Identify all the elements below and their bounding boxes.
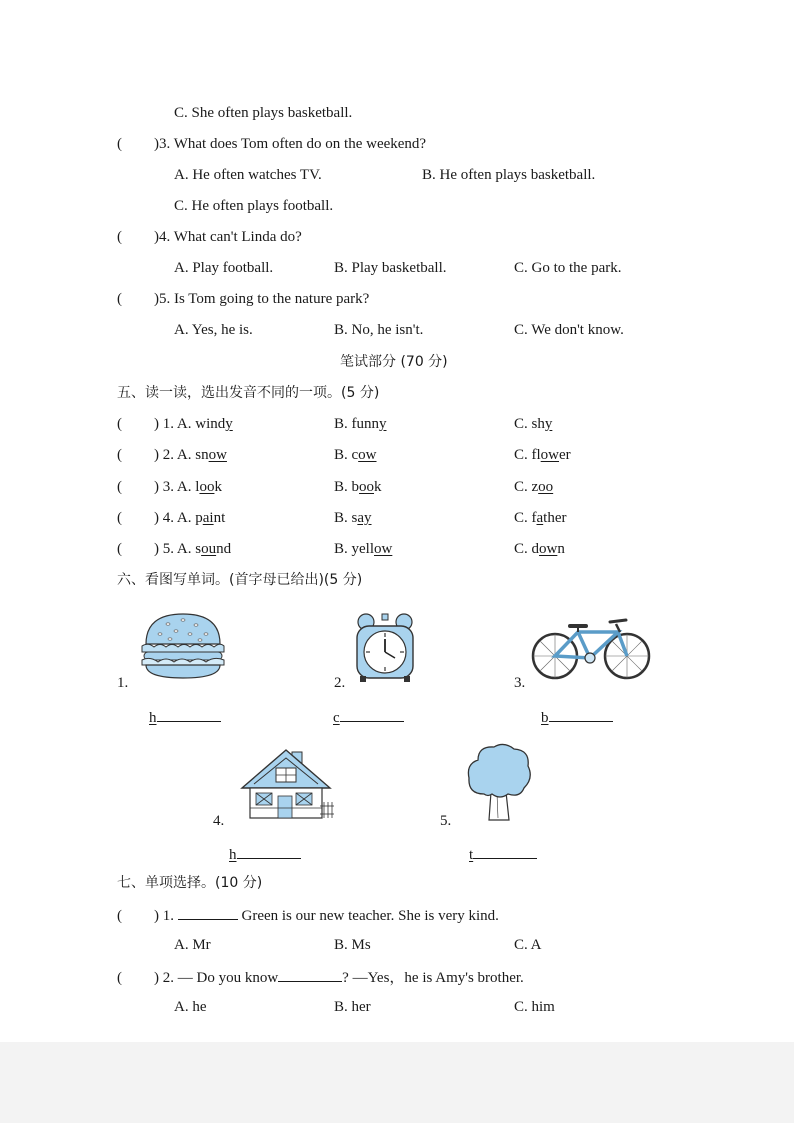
section5-title: 五、读一读，选出发音不同的一项。(5 分) [117, 385, 380, 401]
word-part: p [195, 510, 203, 526]
q5-stem: 5. Is Tom going to the nature park? [159, 291, 370, 307]
word-part: k [214, 479, 222, 495]
section5-item-3-option-a [117, 478, 222, 496]
item-number: 2. A. [162, 447, 196, 463]
q5-option-c: C. We don't know. [514, 322, 624, 338]
section6-num-3: 3. [514, 675, 526, 691]
section7-q2-stem: ? —Yes，he is Amy's brother. [342, 970, 524, 986]
q3-option-b: B. He often plays basketball. [422, 167, 596, 183]
section7-q1-option-c: C. A [514, 937, 542, 953]
section6-answer-4[interactable] [229, 844, 301, 864]
answer-paren-open: ( [117, 541, 122, 557]
word-part: C. sh [514, 416, 545, 432]
item-number: 3. A. [162, 479, 196, 495]
word-part: n [557, 541, 565, 557]
word-part: C. f [514, 510, 537, 526]
item-number: 1. A. [162, 416, 196, 432]
answer-paren-close: ) [154, 541, 159, 557]
answer-paren-open: ( [117, 970, 122, 986]
first-letter: b [541, 710, 549, 726]
underlined-letters: ow [539, 541, 558, 557]
tree-picture [464, 742, 534, 824]
underlined-letters: ow [540, 447, 560, 463]
word-part: B. funn [334, 416, 379, 432]
q5-option-b: B. No, he isn't. [334, 322, 424, 338]
answer-paren-close: ) [154, 447, 159, 463]
answer-paren-close: ) [154, 479, 159, 495]
word-part: s [195, 541, 202, 557]
word-part: nd [216, 541, 232, 557]
section7-q2-row [117, 967, 524, 987]
section6-answer-2[interactable] [333, 707, 404, 727]
q4-option-a: A. Play football. [174, 260, 274, 276]
answer-paren-close: ) [154, 229, 159, 245]
section7-q1-num: ) 1. [154, 908, 174, 924]
underlined-letters: oo [538, 479, 554, 495]
section5-item-4-option-a [117, 509, 225, 527]
answer-blank[interactable] [278, 967, 342, 982]
q5-row [117, 290, 369, 308]
word-part: k [374, 479, 382, 495]
section7-q1-option-a: A. Mr [174, 937, 211, 953]
section6-num-1: 1. [117, 675, 129, 691]
word-part: C. d [514, 541, 540, 557]
section7-q2-option-a: A. he [174, 999, 207, 1015]
answer-paren-close: ) [154, 291, 159, 307]
section7-q2-num: ) 2. — Do you know [154, 970, 279, 986]
q3-option-a: A. He often watches TV. [174, 167, 322, 183]
section5-item-3-option-b [334, 478, 382, 496]
q4-row [117, 228, 302, 246]
answer-paren-open: ( [117, 908, 122, 924]
answer-paren-open: ( [117, 229, 122, 245]
word-part: B. s [334, 510, 358, 526]
answer-paren-open: ( [117, 291, 122, 307]
word-part: sn [195, 447, 209, 463]
q2-option-c: C. She often plays basketball. [174, 105, 353, 121]
answer-blank[interactable] [178, 905, 238, 920]
answer-blank[interactable] [340, 707, 404, 722]
section5-item-1-option-b [334, 415, 387, 433]
word-part: nt [213, 510, 226, 526]
answer-paren-open: ( [117, 479, 122, 495]
section6-answer-3[interactable] [541, 707, 613, 727]
answer-blank[interactable] [549, 707, 613, 722]
underlined-letters: oo [199, 479, 215, 495]
section7-title: 七、单项选择。(10 分) [117, 875, 263, 891]
section5-item-3-option-c [514, 478, 553, 496]
q4-option-c: C. Go to the park. [514, 260, 622, 276]
section5-item-1-option-a [117, 415, 233, 433]
section7-q1-option-b: B. Ms [334, 937, 371, 953]
section7-q1-row [117, 905, 499, 925]
section6-num-5: 5. [440, 813, 452, 829]
word-part: wind [195, 416, 226, 432]
underlined-letters: y [544, 416, 553, 432]
q3-option-c: C. He often plays football. [174, 198, 334, 214]
word-part: B. yell [334, 541, 374, 557]
q4-option-b: B. Play basketball. [334, 260, 447, 276]
section6-num-2: 2. [334, 675, 346, 691]
underlined-letters: ow [374, 541, 393, 557]
first-letter: h [229, 847, 237, 863]
underlined-letters: y [225, 416, 233, 432]
section6-title: 六、看图写单词。(首字母已给出)(5 分) [117, 572, 363, 588]
section5-item-1-option-c [514, 415, 552, 433]
word-part: l [195, 479, 200, 495]
underlined-letters: y [379, 416, 387, 432]
answer-paren-open: ( [117, 447, 122, 463]
section5-item-5-option-b [334, 540, 392, 558]
answer-blank[interactable] [157, 707, 221, 722]
underlined-letters: oo [359, 479, 375, 495]
section6-answer-1[interactable] [149, 707, 221, 727]
section7-q2-option-c: C. him [514, 999, 555, 1015]
underlined-letters: a [536, 510, 544, 526]
answer-paren-open: ( [117, 416, 122, 432]
answer-paren-close: ) [154, 416, 159, 432]
word-part: B. c [334, 447, 359, 463]
section5-item-2-option-b [334, 446, 377, 464]
answer-paren-close: ) [154, 510, 159, 526]
word-part: B. b [334, 479, 360, 495]
hamburger-picture [138, 612, 228, 680]
q5-option-a: A. Yes, he is. [174, 322, 253, 338]
section5-item-2-option-a [117, 446, 227, 464]
q4-stem: 4. What can't Linda do? [159, 229, 302, 245]
answer-paren-close: ) [154, 136, 159, 152]
answer-blank[interactable] [473, 844, 537, 859]
first-letter: h [149, 710, 157, 726]
q3-stem: 3. What does Tom often do on the weekend? [159, 136, 427, 152]
section7-q2-option-b: B. her [334, 999, 371, 1015]
answer-paren-open: ( [117, 510, 122, 526]
section5-item-5-option-c [514, 540, 565, 558]
bike-picture [530, 614, 652, 682]
underlined-letters: ai [202, 510, 214, 526]
clock-picture [352, 612, 418, 684]
word-part: ther [543, 510, 567, 526]
section5-item-4-option-c [514, 509, 567, 527]
answer-blank[interactable] [237, 844, 301, 859]
word-part: C. z [514, 479, 539, 495]
section5-item-4-option-b [334, 509, 372, 527]
first-letter: c [333, 710, 340, 726]
section5-item-2-option-c [514, 446, 571, 464]
item-number: 4. A. [162, 510, 196, 526]
item-number: 5. A. [162, 541, 196, 557]
word-part: C. fl [514, 447, 541, 463]
written-part-title: 笔试部分 (70 分) [340, 354, 448, 370]
answer-paren-open: ( [117, 136, 122, 152]
page-footer-band [0, 1042, 794, 1123]
underlined-letters: ay [357, 510, 372, 526]
underlined-letters: ow [358, 447, 377, 463]
underlined-letters: ow [208, 447, 227, 463]
section6-num-4: 4. [213, 813, 225, 829]
section6-answer-5[interactable] [469, 844, 537, 864]
underlined-letters: ou [201, 541, 217, 557]
section5-item-5-option-a [117, 540, 231, 558]
q3-row [117, 135, 426, 153]
section7-q1-stem: Green is our new teacher. She is very kind. [241, 908, 499, 924]
house-picture [240, 746, 336, 822]
word-part: er [559, 447, 571, 463]
first-letter: t [469, 847, 474, 863]
